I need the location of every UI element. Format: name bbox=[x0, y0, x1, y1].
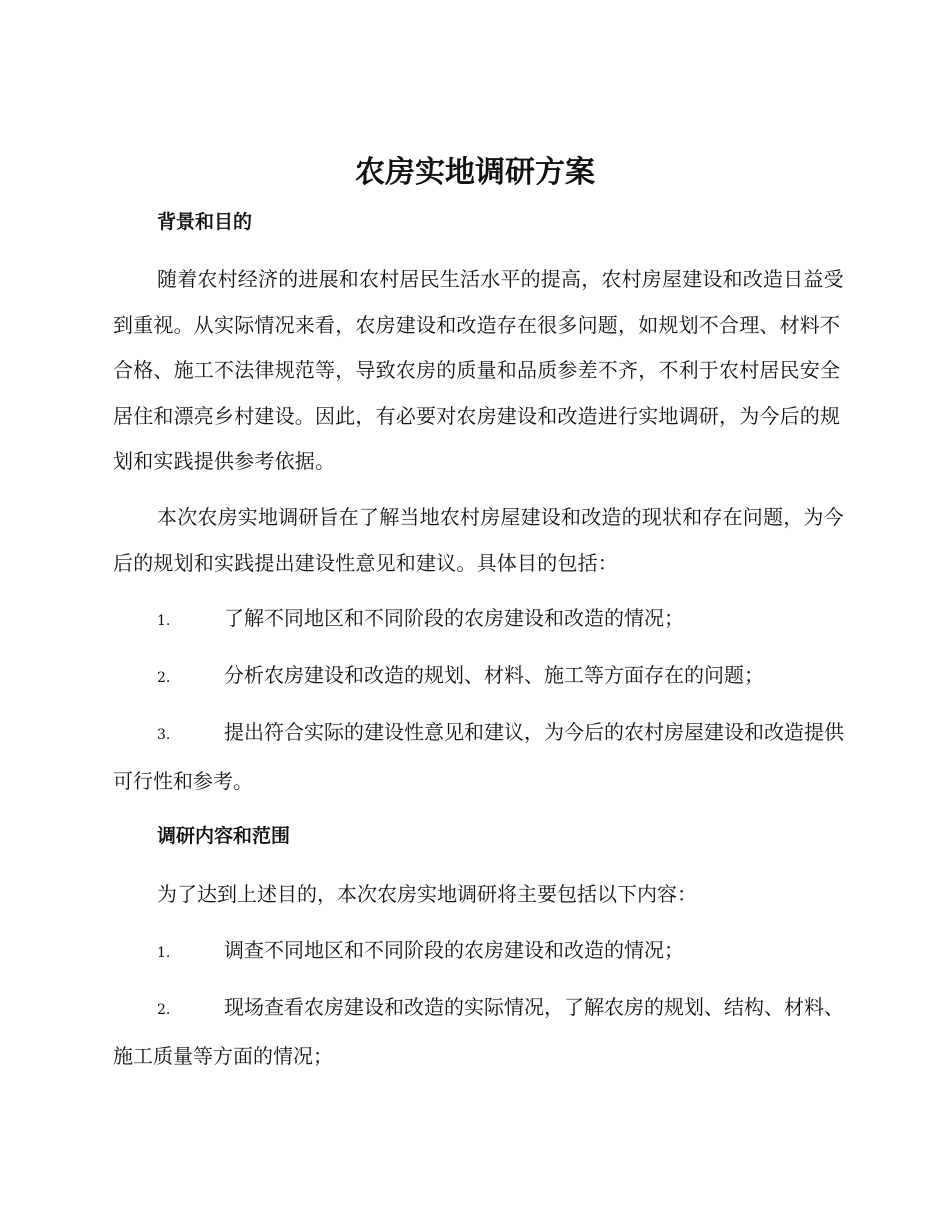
paragraph-scope-intro: 为了达到上述目的，本次农房实地调研将主要包括以下内容： bbox=[157, 882, 697, 906]
list-number: 1. bbox=[157, 945, 171, 961]
list-number: 2. bbox=[157, 1002, 171, 1018]
document-title: 农房实地调研方案 bbox=[355, 155, 595, 190]
section-heading-scope: 调研内容和范围 bbox=[157, 825, 291, 847]
list-item-text: 分析农房建设和改造的规划、材料、施工等方面存在的问题； bbox=[224, 663, 764, 687]
list-number: 1. bbox=[157, 613, 171, 629]
list-number: 3. bbox=[157, 727, 171, 743]
paragraph-purpose: 本次农房实地调研旨在了解当地农村房屋建设和改造的现状和存在问题，为今后的规划和实践提出建设性意见和建议。具体目的包括： bbox=[113, 505, 844, 575]
list-item bbox=[113, 710, 848, 804]
paragraph-background: 随着农村经济的进展和农村居民生活水平的提高，农村房屋建设和改造日益受到重视。从实际情况来看，农房建设和改造存在很多问题，如规划不合理、材料不合格、施工不法律规范等，导致农房的质量和品质参差不齐，不利于农村居民安全居住和漂亮乡村建设。因此，有必要对农房建设和改造进行实地调研，为今后的规划和实践提供参考依据。 bbox=[113, 267, 844, 473]
list-item bbox=[113, 985, 848, 1079]
list-item-text: 了解不同地区和不同阶段的农房建设和改造的情况； bbox=[224, 606, 684, 630]
section-heading-background: 背景和目的 bbox=[157, 211, 253, 233]
list-item bbox=[113, 928, 848, 977]
list-item-text: 提出符合实际的建设性意见和建议，为今后的农村房屋建设和改造提供可行性和参考。 bbox=[113, 720, 844, 793]
list-item-text: 调查不同地区和不同阶段的农房建设和改造的情况； bbox=[224, 938, 684, 962]
list-number: 2. bbox=[157, 670, 171, 686]
list-item bbox=[113, 596, 848, 645]
list-item bbox=[113, 653, 848, 702]
list-item-text: 现场查看农房建设和改造的实际情况，了解农房的规划、结构、材料、施工质量等方面的情况； bbox=[113, 995, 844, 1068]
